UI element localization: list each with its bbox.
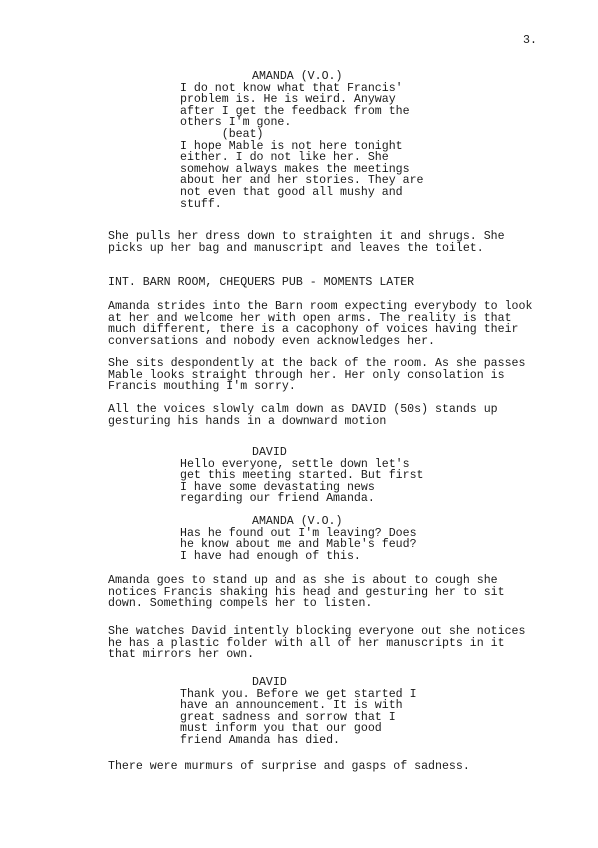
character-cue: DAVID: [252, 446, 287, 459]
dialogue-line: I hope Mable is not here tonight: [180, 139, 403, 153]
dialogue-line: problem is. He is weird. Anyway: [180, 93, 396, 107]
action-line: notices Francis shaking his head and gesturing her to sit: [108, 585, 505, 599]
dialogue-line: friend Amanda has died.: [180, 733, 341, 747]
action-line: Mable looks straight through her. Her only consolation is: [108, 368, 505, 382]
action-block: [108, 761, 470, 773]
action-block: [108, 301, 532, 347]
action-line: he has a plastic folder with all of her manuscripts in it: [108, 636, 505, 650]
action-line: There were murmurs of surprise and gasps of sadness.: [108, 760, 470, 773]
action-line: Amanda strides into the Barn room expecting everybody to look: [108, 300, 533, 313]
dialogue-line: stuff.: [180, 197, 222, 211]
page-number: 3.: [523, 34, 537, 47]
dialogue-line: great sadness and sorrow that I: [180, 710, 396, 724]
action-block: [108, 404, 498, 427]
dialogue-line: Thank you. Before we get started I: [180, 687, 417, 701]
dialogue-line: get this meeting started. But first: [180, 469, 424, 483]
action-line: Amanda goes to stand up and as she is about to cough she: [108, 574, 498, 587]
action-line: at her and welcome her with open arms. The reality is that: [108, 311, 512, 325]
action-line: gesturing his hands in a downward motion: [108, 414, 387, 428]
action-line: that mirrors her own.: [108, 648, 255, 662]
dialogue-line: I do not know what that Francis': [180, 81, 403, 95]
dialogue-line: Hello everyone, settle down let's: [180, 457, 410, 471]
dialogue-line: I have had enough of this.: [180, 549, 361, 563]
action-block: [108, 358, 525, 393]
dialogue-block: [180, 516, 417, 562]
character-cue: AMANDA (V.O.): [252, 515, 343, 528]
dialogue-line: Has he found out I'm leaving? Does: [180, 526, 417, 540]
dialogue-block: [180, 71, 424, 210]
dialogue-line: have an announcement. It is with: [180, 699, 403, 713]
dialogue-line: about her and her stories. They are: [180, 174, 424, 188]
dialogue-block: [180, 447, 424, 505]
dialogue-line: he know about me and Mable's feud?: [180, 538, 417, 552]
dialogue-line: after I get the feedback from the: [180, 104, 410, 118]
action-line: Francis mouthing I'm sorry.: [108, 380, 296, 394]
dialogue-line: somehow always makes the meetings: [180, 162, 410, 176]
dialogue-line: must inform you that our good: [180, 722, 382, 736]
dialogue-line: not even that good all mushy and: [180, 185, 403, 199]
dialogue-line: either. I do not like her. She: [180, 151, 389, 165]
action-line: much different, there is a cacophony of voices having their: [108, 323, 519, 337]
action-line: picks up her bag and manuscript and leaves the toilet.: [108, 241, 484, 255]
action-block: [108, 231, 505, 254]
scene-heading-text: INT. BARN ROOM, CHEQUERS PUB - MOMENTS LATER: [108, 276, 415, 289]
character-cue: DAVID: [252, 676, 287, 689]
dialogue-line: I have some devastating news: [180, 480, 375, 494]
action-line: She sits despondently at the back of the room. As she passes: [108, 357, 526, 370]
action-line: All the voices slowly calm down as DAVID (50s) stands up: [108, 403, 498, 416]
action-line: conversations and nobody even acknowledges her.: [108, 334, 435, 348]
dialogue-line: others I'm gone.: [180, 116, 292, 130]
dialogue-line: regarding our friend Amanda.: [180, 492, 375, 506]
scene-heading: [108, 277, 414, 289]
character-cue: AMANDA (V.O.): [252, 70, 343, 83]
action-block: [108, 626, 525, 661]
action-block: [108, 575, 505, 610]
action-line: down. Something compels her to listen.: [108, 597, 373, 611]
dialogue-block: [180, 677, 417, 747]
parenthetical: (beat): [180, 127, 264, 141]
action-line: She watches David intently blocking everyone out she notices: [108, 625, 526, 638]
action-line: She pulls her dress down to straighten it and shrugs. She: [108, 230, 505, 243]
